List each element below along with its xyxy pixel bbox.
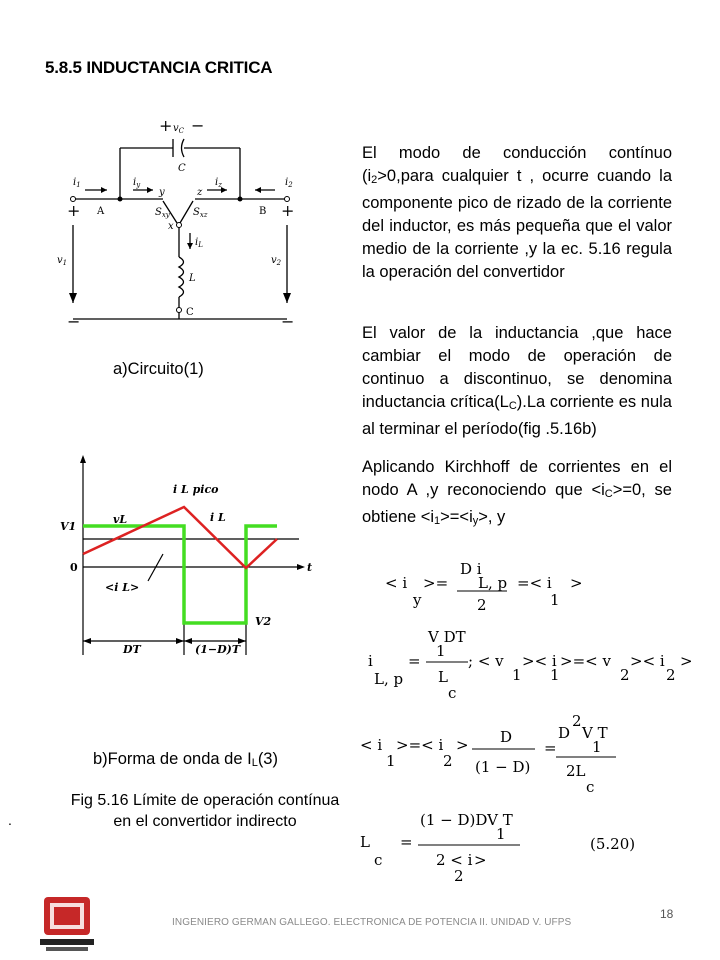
- eq3-lhs-c: >: [456, 736, 469, 754]
- paragraph-kirchhoff: Aplicando Kirchhoff de corrientes en el nodo A ,y reconociendo que <iC>=0, se obtiene <i1>=<iy>, y: [362, 458, 672, 527]
- label-il: $i_L$: [195, 237, 203, 249]
- label-sxz: $S_{xz}$: [193, 207, 208, 219]
- label-time: t: [307, 561, 313, 574]
- eq1-equals: >=: [423, 574, 449, 592]
- eq2-rhs-d: >< i: [630, 652, 665, 670]
- label-z: z: [197, 187, 203, 198]
- v2-minus: −: [281, 312, 295, 331]
- cap-plus: +: [159, 116, 173, 135]
- eq4-numerator: (1 − D)DV T: [420, 811, 513, 829]
- label-il-pico: i L pico: [173, 483, 219, 496]
- label-iz: $i_z$: [215, 177, 222, 189]
- label-capacitor: C: [178, 163, 186, 174]
- label-v2-level: V2: [255, 615, 272, 628]
- eq4-num-sub: 1: [496, 825, 506, 843]
- caption-waveform: b)Forma de onda de IL(3): [93, 750, 278, 769]
- eq4-den-end: >: [474, 851, 487, 869]
- eq2-lhs-sub: L, p: [374, 670, 404, 688]
- eq2-rhs-sub2: 1: [550, 666, 560, 684]
- eq2-num-sub: 1: [436, 642, 446, 660]
- eq3-numerator1: D: [500, 728, 513, 746]
- eq4-equals: =: [400, 833, 413, 851]
- eq3-num2-sub: 1: [592, 738, 602, 756]
- page-number: 18: [660, 907, 674, 921]
- eq2-equals: =: [408, 652, 421, 670]
- paragraph-continuous-mode: El modo de conducción contínuo (i2>0,para cualquier t , ocurre cuando la componente pico de rizado de la corriente del inductor, es más pequeña que el valor medio de la corriente ,y la ec. 5.16 regula la operación del convertidor: [362, 144, 672, 281]
- eq1-rhs-end: >: [570, 574, 583, 592]
- eq3-lhs: < i: [360, 736, 383, 754]
- circuit-diagram: [45, 115, 315, 345]
- label-x: x: [168, 221, 174, 232]
- eq4-lhs: L: [360, 833, 370, 851]
- label-zero: 0: [70, 561, 78, 574]
- eq2-numerator: V DT: [428, 628, 466, 646]
- eq3-denominator2: 2L: [566, 762, 586, 780]
- ufps-logo: [36, 893, 98, 953]
- eq1-lhs-sub: y: [413, 591, 422, 609]
- eq2-rhs-sub3: 2: [620, 666, 630, 684]
- eq4-denominator: 2 < i: [436, 851, 473, 869]
- label-inductor: L: [189, 273, 196, 284]
- figure-caption: Fig 5.16 Límite de operación contínua en el convertidor indirecto: [70, 792, 340, 830]
- label-v2: $v_2$: [271, 255, 282, 267]
- eq4-den-sub: 2: [454, 867, 464, 885]
- cap-minus: −: [191, 116, 205, 135]
- footer-text: INGENIERO GERMAN GALLEGO. ELECTRONICA DE POTENCIA II. UNIDAD V. UFPS: [172, 917, 572, 928]
- eq1-lhs: < i: [385, 574, 408, 592]
- eq2-rhs-sub4: 2: [666, 666, 676, 684]
- label-vl: vL: [113, 513, 128, 526]
- node-a: A: [97, 206, 105, 217]
- eq1-rhs: =< i: [517, 574, 552, 592]
- node-b: B: [259, 206, 267, 217]
- node-c: C: [186, 307, 194, 318]
- eq2-den-sub: c: [448, 684, 457, 702]
- label-i2: $i_2$: [285, 177, 293, 189]
- eq1-rhs-sub: 1: [550, 591, 560, 609]
- equation-ilp: [360, 628, 705, 704]
- label-y: y: [159, 187, 165, 198]
- label-one-minus-dt: (1−D)T: [195, 643, 241, 656]
- eq3-lhs-sub2: 2: [443, 752, 453, 770]
- label-i1: $i_1$: [73, 177, 81, 189]
- eq3-lhs-sub1: 1: [386, 752, 396, 770]
- label-sxy: $S_{xy}$: [155, 207, 170, 219]
- label-iy: $i_y$: [133, 177, 141, 189]
- equation-i1-i2: [360, 712, 660, 802]
- eq2-rhs-a: ; < v: [468, 652, 504, 670]
- eq3-numerator2: D: [558, 724, 571, 742]
- eq3-lhs-b: >=< i: [396, 736, 444, 754]
- eq3-den2-sub: c: [586, 778, 595, 796]
- label-dt: DT: [123, 643, 141, 656]
- paragraph-critical-inductance: El valor de la inductancia ,que hace cambiar el modo de operación de continuo a discontinuo, se denomina inductancia crítica(LC).La corriente es nula al terminar el período(fig .5.16b): [362, 324, 672, 438]
- eq4-lhs-sub: c: [374, 851, 383, 869]
- eq2-rhs-e: >: [680, 652, 693, 670]
- eq4-number: (5.20): [590, 835, 636, 853]
- equation-lc: [360, 805, 660, 887]
- eq2-lhs: i: [368, 652, 373, 670]
- eq3-numerator2-b: V T: [582, 724, 608, 742]
- eq2-denominator: L: [438, 668, 448, 686]
- eq1-denominator: 2: [477, 596, 487, 614]
- eq2-rhs-sub1: 1: [512, 666, 522, 684]
- eq3-num2-sup: 2: [572, 712, 582, 730]
- label-vc: $v_C$: [173, 123, 185, 135]
- v2-plus: +: [281, 201, 295, 220]
- stray-dot: .: [8, 812, 12, 828]
- eq2-rhs-c: >=< v: [560, 652, 611, 670]
- caption-circuit: a)Circuito(1): [113, 360, 204, 378]
- eq1-num-sub: L, p: [478, 574, 508, 592]
- v1-plus: +: [67, 201, 81, 220]
- eq3-equals: =: [544, 739, 557, 757]
- v1-minus: −: [67, 312, 81, 331]
- label-avg-il: <i L>: [105, 581, 140, 594]
- label-v1: $v_1$: [57, 255, 68, 267]
- eq2-rhs-b: >< i: [522, 652, 557, 670]
- label-v1-level: V1: [60, 520, 77, 533]
- equation-iy: [385, 550, 615, 620]
- waveform-diagram: [55, 455, 325, 660]
- label-il-curve: i L: [210, 511, 226, 524]
- eq3-denominator1: (1 − D): [475, 758, 531, 776]
- section-title: 5.8.5 INDUCTANCIA CRITICA: [45, 58, 273, 77]
- eq1-numerator: D i: [460, 560, 482, 578]
